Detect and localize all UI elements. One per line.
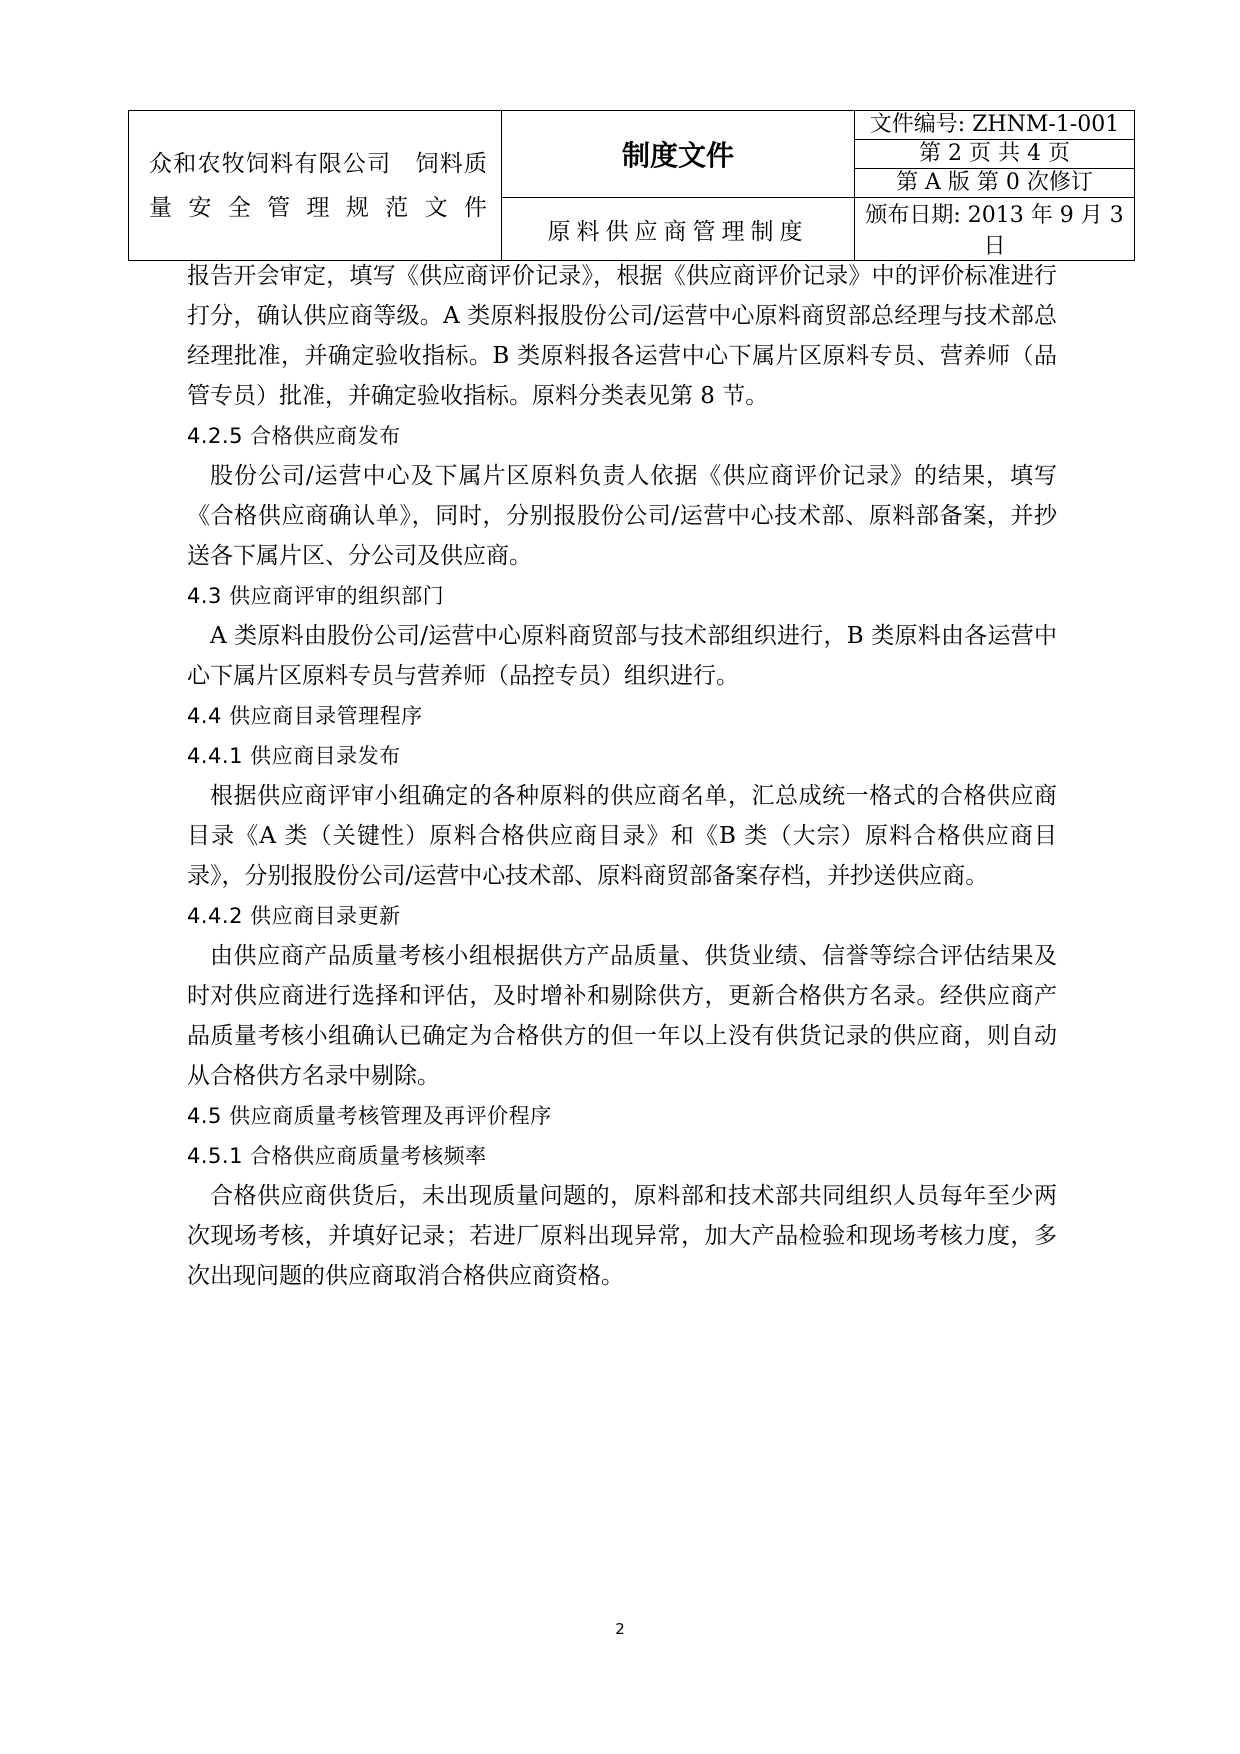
section-heading: 4.2.5 合格供应商发布 bbox=[187, 424, 401, 448]
paragraph: A 类原料由股份公司/运营中心原料商贸部与技术部组织进行，B 类原料由各运营中心下属片区原料专员与营养师（品控专员）组织进行。 bbox=[187, 623, 1057, 689]
paragraph: 报告开会审定，填写《供应商评价记录》，根据《供应商评价记录》中的评价标准进行打分，确认供应商等级。A 类原料报股份公司/运营中心原料商贸部总经理与技术部总经理批准，并确定验收指标。B 类原料报各运营中心下属片区原料专员、营养师（品管专员）批准，并确定验收指标。原料分类表见第 8 节。 bbox=[187, 263, 1057, 409]
paragraph: 股份公司/运营中心及下属片区原料负责人依据《供应商评价记录》的结果，填写《合格供应商确认单》，同时，分别报股份公司/运营中心技术部、原料部备案，并抄送各下属片区、分公司及供应商。 bbox=[187, 463, 1057, 569]
paragraph: 根据供应商评审小组确定的各种原料的供应商名单，汇总成统一格式的合格供应商目录《A 类（关键性）原料合格供应商目录》和《B 类（大宗）原料合格供应商目录》，分别报股份公司/运营中心技术部、原料商贸部备案存档，并抄送供应商。 bbox=[187, 783, 1057, 889]
paragraph: 由供应商产品质量考核小组根据供方产品质量、供货业绩、信誉等综合评估结果及时对供应商进行选择和评估，及时增补和剔除供方，更新合格供方名录。经供应商产品质量考核小组确认已确定为合格供方的但一年以上没有供货记录的供应商，则自动从合格供方名录中剔除。 bbox=[187, 943, 1057, 1089]
section-heading: 4.4 供应商目录管理程序 bbox=[187, 704, 423, 728]
section-heading: 4.4.1 供应商目录发布 bbox=[187, 744, 401, 768]
document-name: 原料供应商管理制度 bbox=[502, 198, 855, 261]
document-header-table bbox=[128, 110, 1135, 261]
section-heading: 4.5.1 合格供应商质量考核频率 bbox=[187, 1144, 487, 1168]
section-heading: 4.4.2 供应商目录更新 bbox=[187, 904, 401, 928]
page-info: 第 2 页 共 4 页 bbox=[855, 140, 1135, 169]
document-type-title: 制度文件 bbox=[502, 111, 855, 198]
page-number: 2 bbox=[615, 1620, 625, 1638]
issue-date: 颁布日期: 2013 年 9 月 3 日 bbox=[855, 198, 1135, 261]
version-info: 第 A 版 第 0 次修订 bbox=[855, 169, 1135, 198]
paragraph: 合格供应商供货后，未出现质量问题的，原料部和技术部共同组织人员每年至少两次现场考核，并填好记录；若进厂原料出现异常，加大产品检验和现场考核力度，多次出现问题的供应商取消合格供应商资格。 bbox=[187, 1183, 1057, 1289]
document-body bbox=[187, 256, 1057, 1296]
company-name: 众和农牧饲料有限公司 饲料质量安全管理规范文件 bbox=[129, 111, 502, 261]
section-heading: 4.5 供应商质量考核管理及再评价程序 bbox=[187, 1104, 552, 1128]
document-number: 文件编号: ZHNM-1-001 bbox=[855, 111, 1135, 140]
section-heading: 4.3 供应商评审的组织部门 bbox=[187, 584, 445, 608]
